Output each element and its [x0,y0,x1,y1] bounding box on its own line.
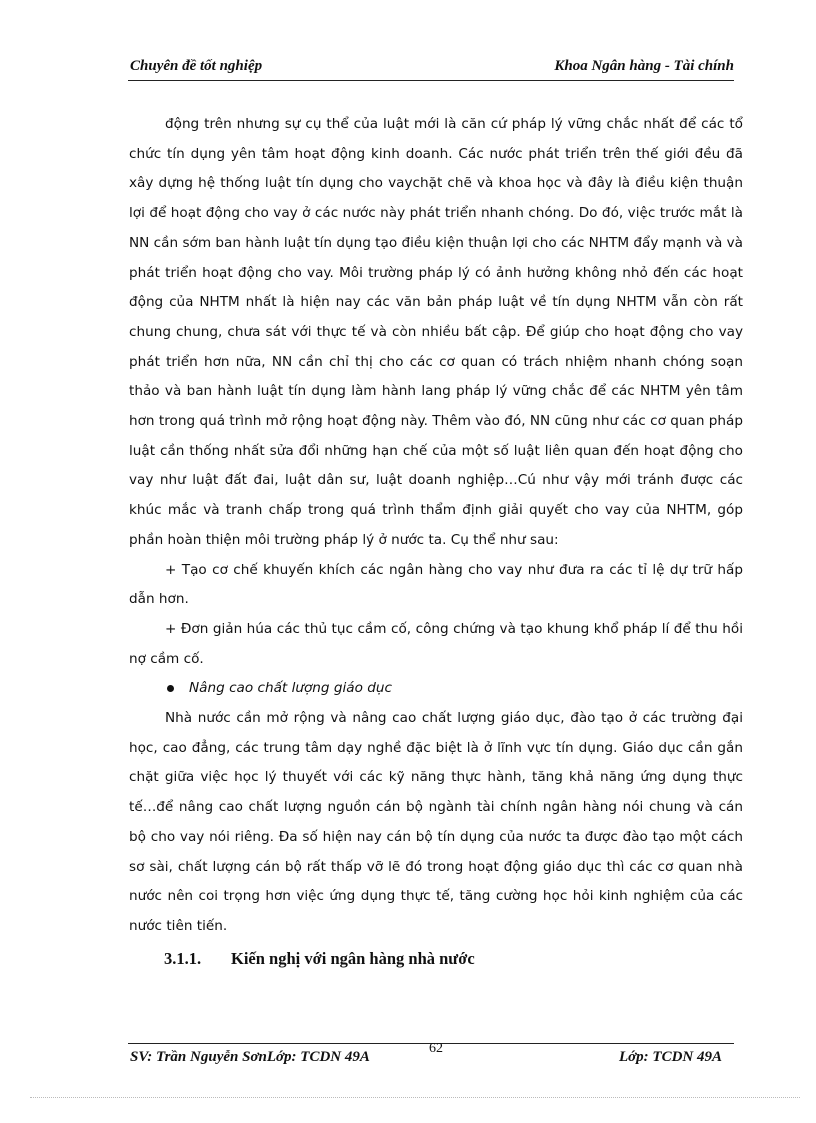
section-title: Kiến nghị với ngân hàng nhà nước [231,948,475,968]
footer-student: SV: Trần Nguyễn SơnLớp: TCDN 49A [130,1049,370,1065]
section-number: 3.1.1. [164,948,202,968]
section-heading [129,944,743,974]
paragraph-simplify-procedures: + Đơn giản húa các thủ tục cầm cố, công chứng và tạo khung khổ pháp lí để thu hồi nợ cầm cố. [129,620,743,667]
page-header [128,56,734,81]
page-bottom-border [30,1097,800,1098]
header-faculty: Khoa Ngân hàng - Tài chính [554,58,734,74]
page-body [129,110,743,974]
paragraph-legal-framework: động trên nhưng sự cụ thể của luật mới là căn cứ pháp lý vững chắc nhất để các tổ chức tín dụng yên tâm hoạt động kinh doanh. Các nước phát triển trên thế giới đều đã xây dựng hệ thống luật tín dụng cho vaychặt chẽ và khoa học và đây là điều kiện thuận lợi để hoạt động cho vay ở các nước này phát triển nhanh chóng. Do đó, việc trước mắt là NN cần sớm ban hành luật tín dụng tạo điều kiện thuận lợi cho các NHTM đẩy mạnh và và phát triển hoạt động cho vay. Môi trường pháp lý có ảnh hưởng không nhỏ đến các hoạt động của NHTM nhất là hiện nay các văn bản pháp luật về tín dụng NHTM vẫn còn rất chung chung, chưa sát với thực tế và còn nhiều bất cập. Để giúp cho hoạt động cho vay phát triển hơn nữa, NN cần chỉ thị cho các cơ quan có trách nhiệm nhanh chóng soạn thảo và ban hành luật tín dụng làm hành lang pháp lý vững chắc để các NHTM yên tâm hơn trong quá trình mở rộng hoạt động này. Thêm vào đó, NN cũng như các cơ quan pháp luật cần thống nhất sửa đổi những hạn chế của một số luật liên quan đến hoạt động cho vay như luật đất đai, luật dân sư, luật doanh nghiệp…Cú như vậy mới tránh được các khúc mắc và tranh chấp trong quá trình thẩm định giải quyết cho vay của NHTM, góp phần hoàn thiện môi trường pháp lý ở nước ta. Cụ thể như sau: [129,116,743,548]
bullet-item-label: Nâng cao chất lượng giáo dục [189,680,392,697]
page-number: 62 [429,1041,443,1056]
page-footer [128,1041,734,1069]
header-document-type: Chuyên đề tốt nghiệp [130,58,263,74]
paragraph-reserve-incentive: + Tạo cơ chế khuyến khích các ngân hàng cho vay như đưa ra các tỉ lệ dự trữ hấp dẫn hơn. [129,561,743,608]
bullet-dot-icon [167,685,174,692]
paragraph-education: Nhà nước cần mở rộng và nâng cao chất lượng giáo dục, đào tạo ở các trường đại học, cao đẳng, các trung tâm dạy nghề đặc biệt là ở lĩnh vực tín dụng. Giáo dục cần gắn chặt giữa việc học lý thuyết với các kỹ năng thực hành, tăng khả năng ứng dụng thực tế…để nâng cao chất lượng nguồn cán bộ ngành tài chính ngân hàng nói chung và cán bộ cho vay nói riêng. Đa số hiện nay cán bộ tín dụng của nước ta được đào tạo một cách sơ sài, chất lượng cán bộ rất thấp vỡ lẽ đó trong hoạt động giáo dục thì các cơ quan nhà nước nên coi trọng hơn việc ứng dụng thực tế, tăng cường học hỏi kinh nghiệm của các nước tiên tiến. [129,710,743,934]
footer-class: Lớp: TCDN 49A [618,1049,722,1065]
bullet-item-education [129,674,743,704]
